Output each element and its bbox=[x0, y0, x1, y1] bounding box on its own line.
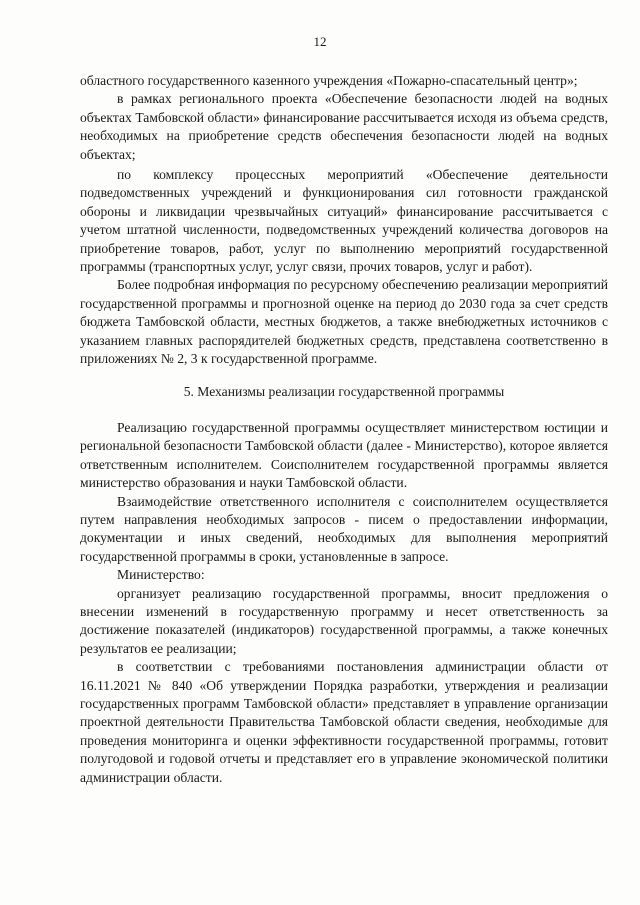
paragraph: Реализацию государственной программы осуществляет министерством юстиции и региональной безопасности Тамбовской области (далее - Министерство), которое является ответственным исполнителем. Соисполнителем государственной программы является министерство образования и науки Тамбовской области. bbox=[80, 419, 608, 491]
section-heading: 5. Механизмы реализации государственной программы bbox=[183, 383, 505, 399]
paragraph: областного государственного казенного учреждения «Пожарно-спасательный центр»; bbox=[80, 73, 578, 88]
paragraph: организует реализацию государственной программы, вносит предложения о внесении изменений в государственную программу и несет ответственность за достижение показателей (индикаторов) государственной программы, а также конечных результатов ее реализации; bbox=[80, 585, 608, 656]
paragraph: в соответствии с требованиями постановления администрации области от 16.11.2021 № 840 «Об утверждении Порядка разработки, утверждения и реализации государственных программ Тамбовской области» представляет в управление организации проектной деятельности Правительства Тамбовской области сведения, необходимые для проведения мониторинга и оценки эффективности государственной программы, готовит полугодовой и годовой отчеты и представляет его в управление экономической политики администрации области. bbox=[80, 659, 608, 785]
paragraph: Министерство: bbox=[117, 567, 205, 583]
paragraph: в рамках регионального проекта «Обеспечение безопасности людей на водных объектах Тамбовской области» финансирование рассчитывается исходя из объема средств, необходимых на приобретение средств обеспечения безопасности людей на водных объектах; bbox=[80, 91, 608, 162]
document-body bbox=[80, 72, 608, 787]
paragraph: по комплексу процессных мероприятий «Обеспечение деятельности подведомственных учреждений и функционирования сил готовности гражданской обороны и ликвидации чрезвычайных ситуаций» финансирование рассчитывается с учетом штатной численности, подведомственных учреждений количества договоров на приобретение товаров, работ, услуг по выполнению мероприятий государственной программы (транспортных услуг, услуг связи, прочих товаров, услуг и работ). bbox=[80, 167, 608, 275]
page-number: 12 bbox=[313, 34, 327, 49]
paragraph: Взаимодействие ответственного исполнителя с соисполнителем осуществляется путем направления необходимых запросов - писем о предоставлении информации, документации и иных сведений, необходимых для выполнения мероприятий государственной программы в сроки, установленные в запросе. bbox=[80, 493, 608, 564]
paragraph: Более подробная информация по ресурсному обеспечению реализации мероприятий государственной программы и прогнозной оценке на период до 2030 года за счет средств бюджета Тамбовской области, местных бюджетов, а также внебюджетных источников с указанием главных распорядителей бюджетных средств, представлена соответственно в приложениях № 2, 3 к государственной программе. bbox=[80, 277, 608, 367]
